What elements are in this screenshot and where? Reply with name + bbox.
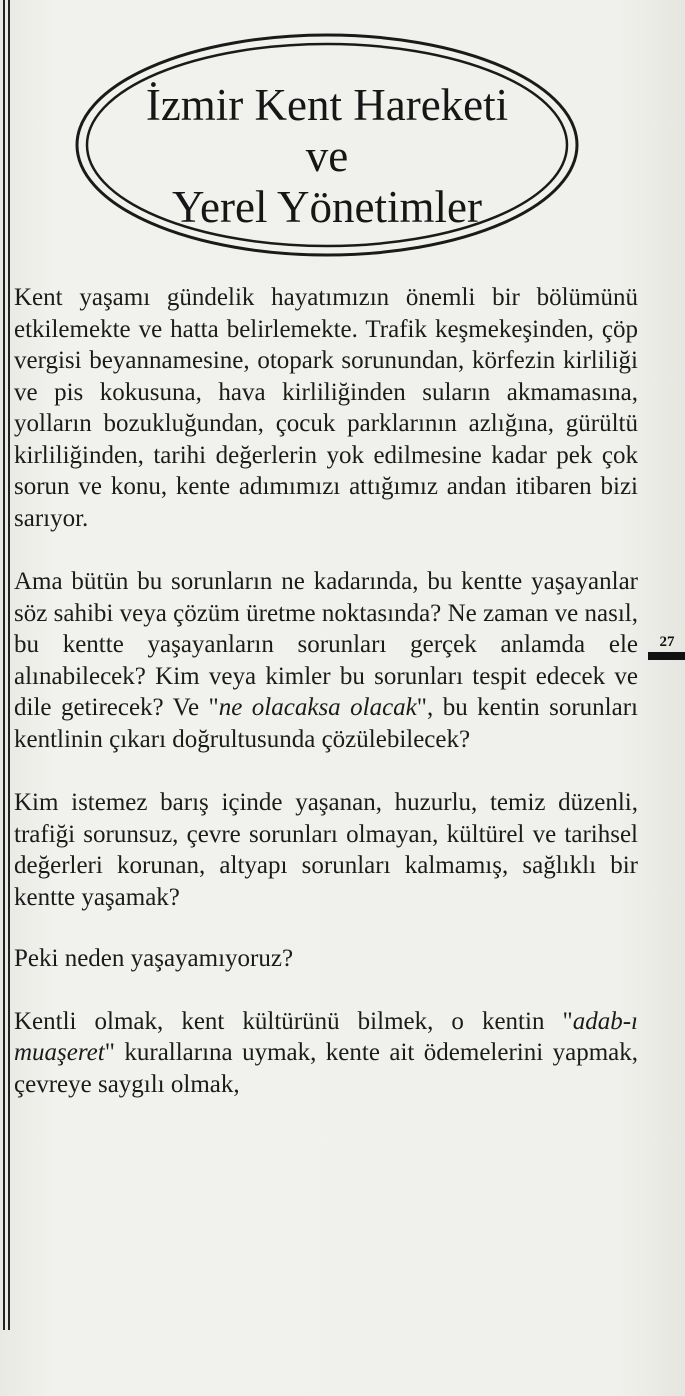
left-margin-rule-outer	[3, 0, 5, 1330]
paragraph-1: Kent yaşamı gündelik hayatımızın önemli bir bölümünü etkilemekte ve hatta belirlemekte. Trafik keşmekeşinden, çöp vergisi beyannamesine, otopark sorunundan, körfezin kirliliği ve pis kokusuna, hava kirliliğinden suların akmamasına, yolların bozukluğundan, çocuk parklarının azlığına, gürültü kirliliğinden, tarihi değerlerin yok edilmesine kadar pek çok sorun ve konu, kente adımımızı attığımız andan itibaren bizi sarıyor.	[14, 284, 638, 532]
left-margin-rule-inner	[8, 0, 10, 1330]
page-number: 27	[659, 634, 675, 650]
paragraph-3: Kim istemez barış içinde yaşanan, huzurlu, temiz düzenli, trafiği sorunsuz, çevre sorunları olmayan, kültürel ve tarihsel değerleri korunan, altyapı sorunları kalmamış, sağlıklı bir kentte yaşamak?	[14, 789, 638, 911]
paragraph-2-emphasis: ne olacaksa olacak	[218, 694, 417, 721]
paragraph-2-text-before: Ama bütün bu sorunların ne kadarında, bu kentte yaşayanlar söz sahibi veya çözüm üretme noktasında? Ne zaman ve nasıl, bu kentte yaşayanların sorunları gerçek anlamda ele alınabilecek? Kim veya kimler bu sorunları tespit edecek ve dile getirecek? Ve "	[14, 568, 638, 721]
paragraph-2	[14, 566, 638, 755]
paragraph-5-text-before: Kentli olmak, kent kültürünü bilmek, o kentin "	[14, 1007, 573, 1035]
paragraph-2-text-after: ", bu kentin sorunları kentlinin çıkarı doğrultusunda çözülebilecek?	[14, 694, 638, 753]
article-body	[14, 282, 638, 1100]
paragraph-5	[14, 1006, 638, 1101]
title-oval	[72, 30, 582, 260]
paragraph-4: Peki neden yaşayamıyoruz?	[14, 945, 294, 972]
title-line-3: Yerel Yönetimler	[172, 182, 482, 232]
page-number-bar	[648, 652, 685, 660]
paragraph-5-text-after: " kurallarına uymak, kente ait ödemelerini yapmak, çevreye saygılı olmak,	[14, 1039, 638, 1098]
article-title	[72, 80, 582, 233]
title-line-2: ve	[305, 131, 349, 181]
paragraph-5-emphasis: adab-ı muaşeret	[14, 1007, 638, 1066]
title-line-1: İzmir Kent Hareketi	[145, 80, 509, 130]
